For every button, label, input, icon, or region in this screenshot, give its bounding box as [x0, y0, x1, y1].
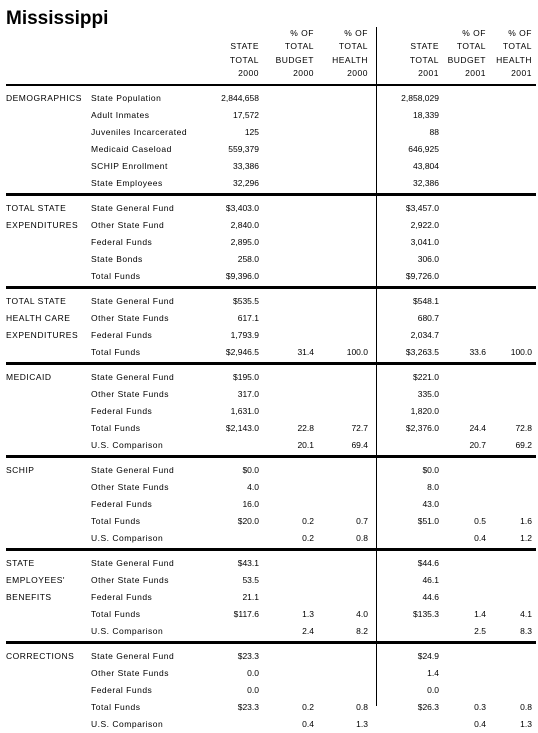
row-label: State General Fund: [91, 558, 175, 568]
table-cell: 2,895.0: [230, 237, 259, 247]
column-header-line: 2000: [347, 68, 368, 79]
table-cell: 125: [244, 127, 259, 137]
row-label: Other State Funds: [91, 389, 169, 399]
table-row: [0, 699, 538, 716]
table-cell: 559,379: [228, 144, 259, 154]
table-cell: $117.6: [233, 609, 259, 619]
table-row: [0, 513, 538, 530]
row-label: U.S. Comparison: [91, 440, 164, 450]
column-header-line: 2001: [511, 68, 532, 79]
table-cell: 43.0: [422, 499, 439, 509]
table-cell: 0.2: [302, 533, 314, 543]
table-row: [0, 90, 538, 107]
table-cell: 1.4: [427, 668, 439, 678]
table-cell: 88: [429, 127, 439, 137]
table-cell: 17,572: [233, 110, 259, 120]
row-label: SCHIP Enrollment: [91, 161, 168, 171]
row-label: Total Funds: [91, 347, 141, 357]
table-row: [0, 462, 538, 479]
column-header-line: 2000: [293, 68, 314, 79]
section-rule: [6, 548, 536, 551]
row-label: Federal Funds: [91, 330, 153, 340]
table-cell: 258.0: [237, 254, 259, 264]
table-cell: $51.0: [417, 516, 439, 526]
column-header: [448, 27, 486, 81]
table-cell: 1.3: [302, 609, 314, 619]
table-cell: 8.0: [427, 482, 439, 492]
table-cell: 0.3: [474, 702, 486, 712]
column-header-line: STATE: [230, 41, 259, 52]
table-row: [0, 403, 538, 420]
section-label-line: TOTAL STATE: [6, 296, 67, 306]
row-label: Adult Inmates: [91, 110, 150, 120]
row-label: Federal Funds: [91, 237, 153, 247]
table-row: [0, 310, 538, 327]
table-cell: 1,793.9: [230, 330, 259, 340]
table-cell: 0.0: [247, 685, 259, 695]
table-cell: 100.0: [346, 347, 368, 357]
column-header-line: % OF: [462, 28, 486, 38]
table-row: [0, 124, 538, 141]
table-row: [0, 682, 538, 699]
table-cell: 1,820.0: [410, 406, 439, 416]
table-cell: 0.2: [302, 516, 314, 526]
table-cell: 32,386: [413, 178, 439, 188]
table-cell: 2,922.0: [410, 220, 439, 230]
column-header-line: BUDGET: [275, 54, 314, 65]
table-cell: 0.2: [302, 702, 314, 712]
row-label: State General Fund: [91, 372, 175, 382]
column-header-line: 2001: [465, 68, 486, 79]
row-label: Total Funds: [91, 271, 141, 281]
table-cell: 2,858,029: [401, 93, 439, 103]
row-label: Total Funds: [91, 702, 141, 712]
table-cell: 53.5: [242, 575, 259, 585]
table-cell: 617.1: [237, 313, 259, 323]
row-label: State Bonds: [91, 254, 143, 264]
row-label: Total Funds: [91, 516, 141, 526]
section-label-line: TOTAL STATE: [6, 203, 67, 213]
table-cell: 2.4: [302, 626, 314, 636]
table-cell: 1,631.0: [230, 406, 259, 416]
column-header-line: % OF: [508, 28, 532, 38]
column-header: [230, 40, 259, 80]
table-row: [0, 327, 538, 344]
table-cell: $2,143.0: [225, 423, 259, 433]
table-cell: 0.0: [427, 685, 439, 695]
table-cell: $9,726.0: [405, 271, 439, 281]
table-row: [0, 234, 538, 251]
table-cell: 4.1: [520, 609, 532, 619]
row-label: Federal Funds: [91, 592, 153, 602]
column-header-line: TOTAL: [284, 41, 314, 52]
table-cell: 100.0: [510, 347, 532, 357]
table-row: [0, 530, 538, 547]
row-label: Total Funds: [91, 423, 141, 433]
table-cell: 8.3: [520, 626, 532, 636]
row-label: Other State Funds: [91, 575, 169, 585]
table-cell: 0.7: [356, 516, 368, 526]
table-row: [0, 141, 538, 158]
column-header-line: % OF: [344, 28, 368, 38]
table-cell: 18,339: [413, 110, 439, 120]
table-cell: 335.0: [417, 389, 439, 399]
table-row: [0, 200, 538, 217]
table-cell: $535.5: [233, 296, 259, 306]
row-label: State General Fund: [91, 465, 175, 475]
table-row: [0, 665, 538, 682]
table-cell: 317.0: [237, 389, 259, 399]
section-rule: [6, 286, 536, 289]
table-row: [0, 268, 538, 285]
table-row: [0, 369, 538, 386]
table-cell: 1.3: [356, 719, 368, 729]
table-cell: $26.3: [417, 702, 439, 712]
section-label-line: SCHIP: [6, 465, 35, 475]
section-label-line: BENEFITS: [6, 592, 52, 602]
table-cell: 31.4: [297, 347, 314, 357]
column-header-line: TOTAL: [229, 54, 259, 65]
column-header-line: TOTAL: [456, 41, 486, 52]
table-cell: 43,804: [413, 161, 439, 171]
table-cell: 1.6: [520, 516, 532, 526]
table-row: [0, 716, 538, 733]
row-label: Federal Funds: [91, 406, 153, 416]
table-cell: 24.4: [469, 423, 486, 433]
table-cell: 2,844,658: [221, 93, 259, 103]
table-cell: 20.1: [297, 440, 314, 450]
column-header-line: HEALTH: [496, 54, 532, 65]
column-header: [496, 27, 532, 81]
column-header-line: TOTAL: [409, 54, 439, 65]
row-label: State General Fund: [91, 651, 175, 661]
table-cell: 33.6: [469, 347, 486, 357]
section-label-line: DEMOGRAPHICS: [6, 93, 82, 103]
section-label-line: CORRECTIONS: [6, 651, 75, 661]
table-cell: 4.0: [247, 482, 259, 492]
column-header-line: 2000: [238, 68, 259, 79]
row-label: State General Fund: [91, 203, 175, 213]
table-cell: $0.0: [242, 465, 259, 475]
table-cell: 2.5: [474, 626, 486, 636]
table-cell: 33,386: [233, 161, 259, 171]
section-label-line: STATE: [6, 558, 35, 568]
row-label: Other State Fund: [91, 220, 165, 230]
table-cell: 0.0: [247, 668, 259, 678]
table-cell: $23.3: [237, 651, 259, 661]
table-row: [0, 437, 538, 454]
table-cell: $9,396.0: [225, 271, 259, 281]
row-label: Other State Funds: [91, 482, 169, 492]
table-cell: $3,263.5: [405, 347, 439, 357]
row-label: Medicaid Caseload: [91, 144, 172, 154]
table-cell: 2,840.0: [230, 220, 259, 230]
table-row: [0, 496, 538, 513]
row-label: Other State Funds: [91, 313, 169, 323]
table-row: [0, 606, 538, 623]
section-label-line: MEDICAID: [6, 372, 52, 382]
row-label: U.S. Comparison: [91, 626, 164, 636]
table-cell: 680.7: [417, 313, 439, 323]
section-rule: [6, 362, 536, 365]
table-cell: 1.3: [520, 719, 532, 729]
page-title: Mississippi: [6, 8, 109, 29]
row-label: State General Fund: [91, 296, 175, 306]
table-cell: $20.0: [237, 516, 259, 526]
table-row: [0, 217, 538, 234]
table-row: [0, 251, 538, 268]
table-row: [0, 175, 538, 192]
table-cell: 2,034.7: [410, 330, 439, 340]
row-label: Federal Funds: [91, 685, 153, 695]
table-row: [0, 344, 538, 361]
table-cell: $23.3: [237, 702, 259, 712]
section-rule: [6, 193, 536, 196]
row-label: Total Funds: [91, 609, 141, 619]
column-header: [332, 27, 368, 81]
column-header-line: TOTAL: [338, 41, 368, 52]
table-cell: 46.1: [422, 575, 439, 585]
table-cell: 0.4: [474, 533, 486, 543]
table-cell: 306.0: [417, 254, 439, 264]
section-rule: [6, 84, 536, 86]
table-cell: 20.7: [469, 440, 486, 450]
row-label: U.S. Comparison: [91, 533, 164, 543]
section-label-line: EMPLOYEES': [6, 575, 66, 585]
table-cell: 0.5: [474, 516, 486, 526]
table-row: [0, 479, 538, 496]
table-row: [0, 293, 538, 310]
table-cell: 1.4: [474, 609, 486, 619]
column-header-line: STATE: [410, 41, 439, 52]
column-header: [276, 27, 314, 81]
section-rule: [6, 455, 536, 458]
table-cell: $3,457.0: [405, 203, 439, 213]
row-label: Juveniles Incarcerated: [91, 127, 188, 137]
table-cell: 3,041.0: [410, 237, 439, 247]
table-row: [0, 386, 538, 403]
table-row: [0, 572, 538, 589]
table-row: [0, 589, 538, 606]
section-label-line: EXPENDITURES: [6, 330, 79, 340]
table-cell: 0.4: [302, 719, 314, 729]
row-label: State Employees: [91, 178, 163, 188]
table-cell: 4.0: [356, 609, 368, 619]
row-label: State Population: [91, 93, 162, 103]
table-cell: $221.0: [413, 372, 439, 382]
table-cell: 32,296: [233, 178, 259, 188]
table-cell: 646,925: [408, 144, 439, 154]
table-cell: 0.8: [356, 533, 368, 543]
table-cell: 8.2: [356, 626, 368, 636]
column-header: [410, 40, 439, 80]
table-cell: 1.2: [520, 533, 532, 543]
table-row: [0, 158, 538, 175]
section-label-line: EXPENDITURES: [6, 220, 79, 230]
table-cell: $44.6: [417, 558, 439, 568]
table-cell: $3,403.0: [225, 203, 259, 213]
table-cell: 22.8: [297, 423, 314, 433]
table-cell: $135.3: [413, 609, 439, 619]
table-cell: 69.2: [515, 440, 532, 450]
table-cell: 16.0: [242, 499, 259, 509]
table-row: [0, 623, 538, 640]
row-label: Other State Funds: [91, 668, 169, 678]
table-cell: $24.9: [417, 651, 439, 661]
table-cell: $43.1: [237, 558, 259, 568]
column-header-line: BUDGET: [447, 54, 486, 65]
table-cell: 44.6: [422, 592, 439, 602]
table-cell: 69.4: [351, 440, 368, 450]
column-header-line: 2001: [418, 68, 439, 79]
table-cell: 21.1: [242, 592, 259, 602]
table-cell: 0.8: [520, 702, 532, 712]
column-header-line: % OF: [290, 28, 314, 38]
table-cell: $548.1: [413, 296, 439, 306]
row-label: U.S. Comparison: [91, 719, 164, 729]
table-cell: $2,376.0: [405, 423, 439, 433]
table-cell: $0.0: [422, 465, 439, 475]
table-cell: $195.0: [233, 372, 259, 382]
column-header-line: TOTAL: [502, 41, 532, 52]
table-cell: $2,946.5: [225, 347, 259, 357]
section-label-line: HEALTH CARE: [6, 313, 71, 323]
table-cell: 0.4: [474, 719, 486, 729]
table-cell: 72.7: [351, 423, 368, 433]
table-row: [0, 107, 538, 124]
table-row: [0, 555, 538, 572]
column-header-line: HEALTH: [332, 54, 368, 65]
table-row: [0, 648, 538, 665]
table-row: [0, 420, 538, 437]
row-label: Federal Funds: [91, 499, 153, 509]
section-rule: [6, 641, 536, 644]
table-cell: 0.8: [356, 702, 368, 712]
table-cell: 72.8: [515, 423, 532, 433]
